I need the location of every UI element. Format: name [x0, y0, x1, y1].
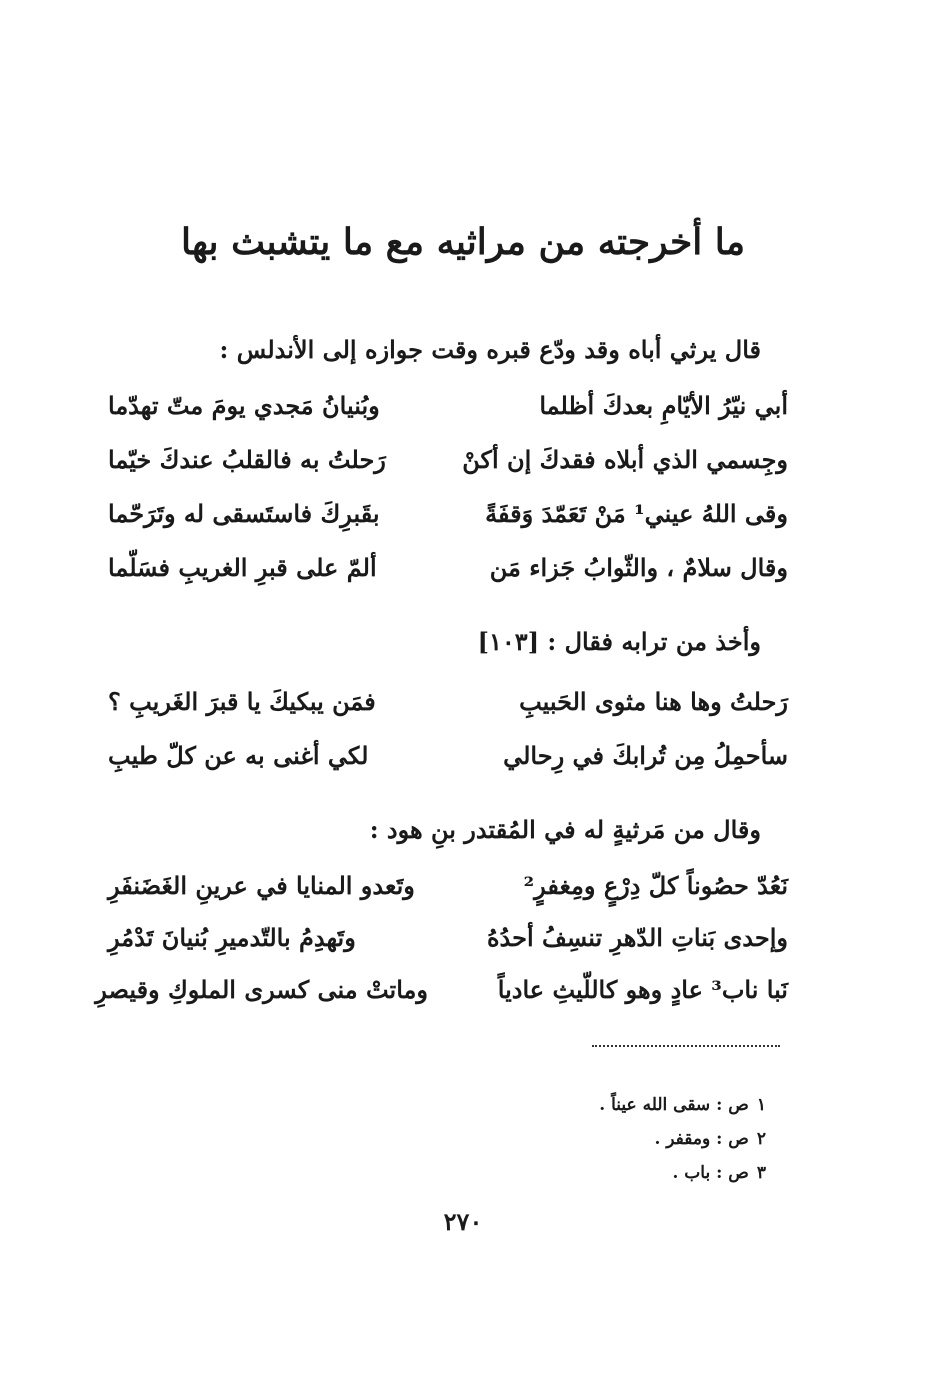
- page-title: ما أخرجته من مراثيه مع ما يتشبث بها: [180, 221, 746, 263]
- verse-first-hemistich: سأحمِلُ مِن تُرابكَ في رِحالي: [503, 741, 788, 770]
- section-intro: قال يرثي أباه وقد ودّع قبره وقت جوازه إلى الأندلس :: [219, 335, 761, 364]
- footnote-text: ص : سقى الله عيناً .: [599, 1095, 749, 1115]
- verse-second-hemistich: فمَن يبكيكَ يا قبرَ الغَريبِ ؟: [108, 687, 376, 716]
- verse-second-hemistich: وتَعدو المنايا في عرينِ الغَضَنفَرِ: [108, 871, 415, 900]
- verse-second-hemistich: ألمّ على قبرِ الغريبِ فسَلّما: [108, 553, 377, 582]
- verse-line: [108, 546, 788, 590]
- verse-first-hemistich: رَحلتُ وها هنا مثوى الحَبيبِ: [519, 687, 788, 716]
- footnote-text: ص : ومقفر .: [654, 1129, 749, 1149]
- verse-second-hemistich: وبُنيانُ مَجدي يومَ متّ تهدّما: [108, 391, 380, 420]
- verse-line: [108, 492, 788, 536]
- section-intro: وأخذ من ترابه فقال : [١٠٣]: [477, 627, 761, 656]
- verse-first-hemistich: وإحدى بَناتِ الدّهرِ تنسِفُ أحدُهُ: [486, 923, 788, 952]
- verse-first-hemistich: وقال سلامٌ ، والثّوابُ جَزاء مَن: [489, 553, 788, 582]
- verse-first-hemistich: أبي نيّرُ الأيّامِ بعدكَ أظلما: [539, 391, 788, 420]
- verse-second-hemistich: وتَهدِمُ بالتّدميرِ بُنيانَ تَدْمُرِ: [108, 923, 356, 952]
- verse-line: [108, 734, 788, 778]
- verse-line: [108, 864, 788, 908]
- verse-second-hemistich: وماتتْ منى كسرى الملوكِ وقيصرِ: [95, 975, 428, 1004]
- verse-second-hemistich: بقَبرِكَ فاستَسقى له وتَرَحّما: [108, 499, 380, 528]
- verse-first-hemistich: وقى اللهُ عيني¹ مَنْ تَعَمّدَ وَقفَةً: [485, 499, 788, 528]
- footnote-separator: [592, 1045, 780, 1047]
- verse-second-hemistich: رَحلتُ به فالقلبُ عندكَ خيّما: [108, 445, 386, 474]
- footnote-number: ١: [756, 1095, 766, 1115]
- page-number: ٢٧٠: [443, 1207, 483, 1236]
- footnote-number: ٣: [756, 1163, 766, 1183]
- footnote: [466, 1122, 766, 1156]
- footnote-text: ص : باب .: [672, 1163, 749, 1183]
- section-intro: وقال من مَرثيةٍ له في المُقتدر بنِ هود :: [369, 815, 761, 844]
- footnote: [466, 1088, 766, 1122]
- verse-line: [108, 916, 788, 960]
- verse-first-hemistich: وجِسمي الذي أبلاه فقدكَ إن أكنْ: [462, 445, 788, 474]
- verse-line: [108, 384, 788, 428]
- verse-second-hemistich: لكي أغنى به عن كلّ طيبِ: [108, 741, 369, 770]
- verse-line: [108, 438, 788, 482]
- verse-line: [108, 680, 788, 724]
- verse-first-hemistich: نَبا ناب³ عادٍ وهو كاللّيثِ عادياً: [497, 975, 788, 1004]
- verse-line: [95, 968, 788, 1012]
- footnote-number: ٢: [756, 1129, 766, 1149]
- footnote: [466, 1156, 766, 1190]
- verse-first-hemistich: نَعُدّ حصُوناً كلّ دِرْعٍ ومِغفرٍ²: [523, 871, 788, 900]
